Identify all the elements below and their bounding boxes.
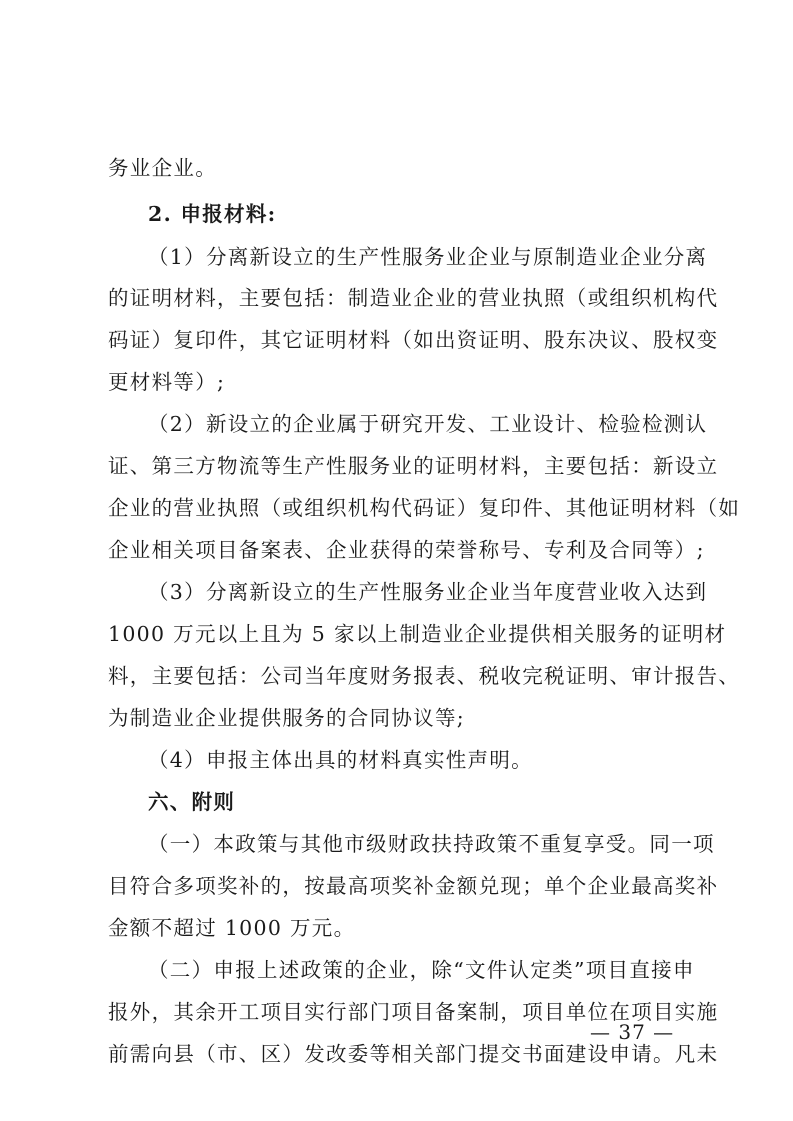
section-heading-materials: 2. 申报材料: [148,202,277,226]
paragraph-line: （二）申报上述政策的企业，除“文件认定类”项目直接申 [148,958,695,982]
page-number: — 37 — [590,1020,675,1044]
paragraph-line: 务业企业。 [108,156,217,180]
paragraph-line: 码证）复印件，其它证明材料（如出资证明、股东决议、股权变 [108,328,719,352]
paragraph-line: 目符合多项奖补的，按最高项奖补金额兑现；单个企业最高奖补 [108,874,719,898]
paragraph-line: 证、第三方物流等生产性服务业的证明材料，主要包括：新设立 [108,454,719,478]
paragraph-line: 料，主要包括：公司当年度财务报表、税收完税证明、审计报告、 [108,664,741,688]
paragraph-line: （1）分离新设立的生产性服务业企业与原制造业企业分离 [148,245,708,269]
paragraph-line: 企业的营业执照（或组织机构代码证）复印件、其他证明材料（如 [108,496,741,520]
paragraph-line: 企业相关项目备案表、企业获得的荣誉称号、专利及合同等）; [108,538,705,562]
paragraph-line: 金额不超过 1000 万元。 [108,916,356,940]
paragraph-line: 为制造业企业提供服务的合同协议等; [108,706,466,730]
paragraph-line: （一）本政策与其他市级财政扶持政策不重复享受。同一项 [148,832,715,856]
paragraph-line: 更材料等）; [108,370,226,394]
section-heading-supplementary: 六、附则 [148,790,236,814]
paragraph-line: 1000 万元以上且为 5 家以上制造业企业提供相关服务的证明材 [108,622,727,646]
paragraph-line: 前需向县（市、区）发改委等相关部门提交书面建设申请。凡未 [108,1042,719,1066]
paragraph-line: （4）申报主体出具的材料真实性声明。 [148,748,533,772]
paragraph-line: 报外，其余开工项目实行部门项目备案制，项目单位在项目实施 [108,1000,719,1024]
paragraph-line: 的证明材料，主要包括：制造业企业的营业执照（或组织机构代 [108,286,719,310]
paragraph-line: （3）分离新设立的生产性服务业企业当年度营业收入达到 [148,580,708,604]
paragraph-line: （2）新设立的企业属于研究开发、工业设计、检验检测认 [148,412,708,436]
